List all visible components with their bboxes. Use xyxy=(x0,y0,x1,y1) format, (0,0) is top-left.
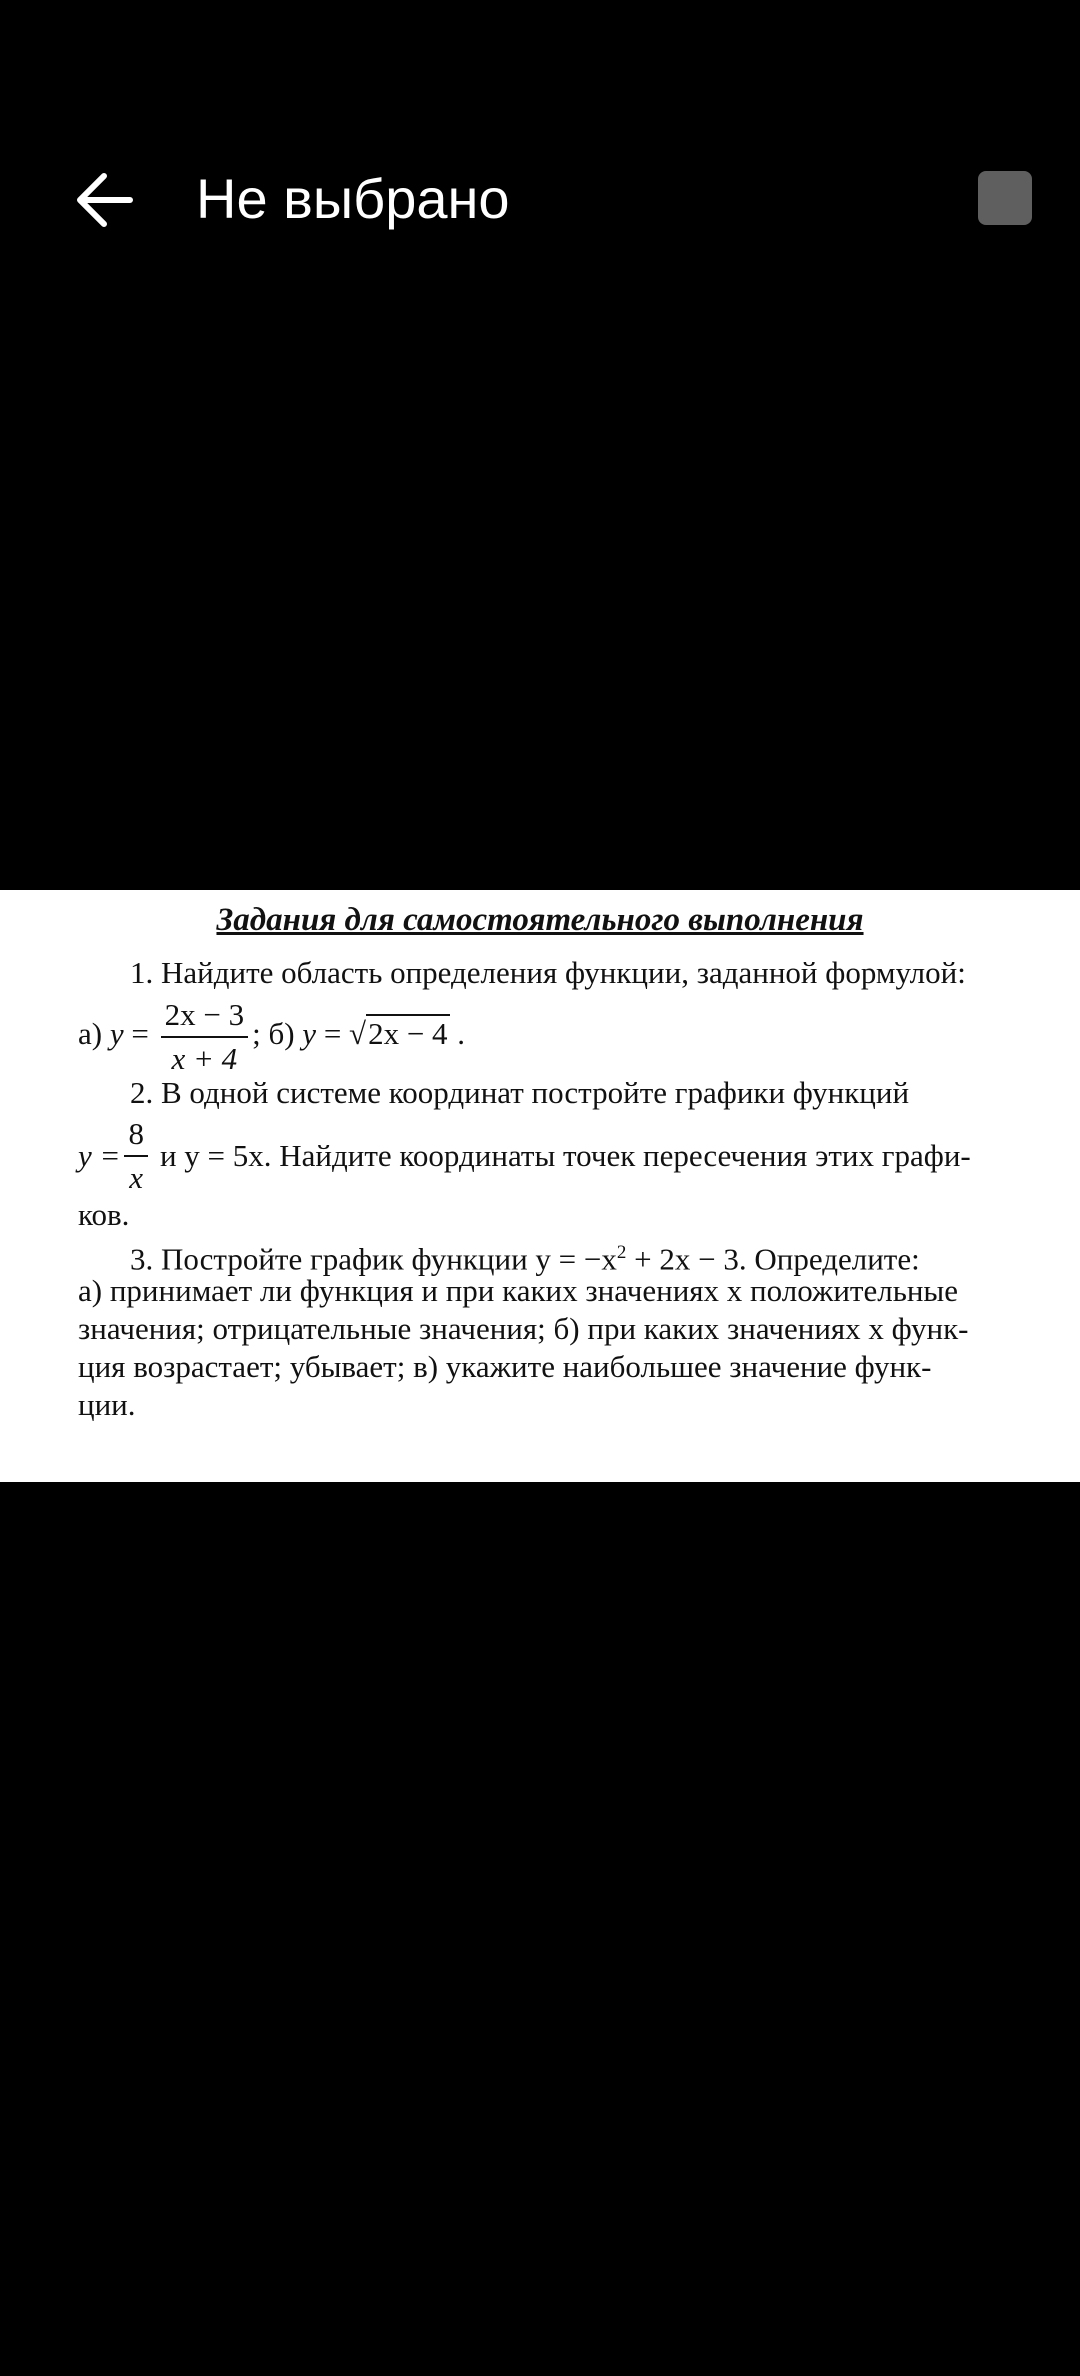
task1-equals: = xyxy=(123,1016,157,1051)
selection-title: Не выбрано xyxy=(196,167,510,230)
task1-y: y xyxy=(109,1016,124,1051)
task3-line3: значения; отрицательные значения; б) при каких значениях x функ- xyxy=(78,1311,969,1346)
task1-formula xyxy=(78,994,465,1076)
task1-end: . xyxy=(449,1016,466,1051)
task1-equals2: = xyxy=(316,1016,350,1051)
task2-frac-denominator: x xyxy=(129,1160,144,1195)
task2-fraction xyxy=(124,1117,148,1195)
sqrt-symbol: √ xyxy=(349,1016,367,1051)
document-image xyxy=(0,890,1080,1482)
task1-sqrt-body: 2x − 4 xyxy=(368,1016,448,1051)
task1-part-a-label: а) xyxy=(78,1016,110,1051)
document-heading: Задания для самостоятельного выполнения xyxy=(216,902,864,938)
task2-line3: ков. xyxy=(78,1197,130,1232)
task1-y2: y xyxy=(302,1016,317,1051)
task2-line1: 2. В одной системе координат постройте графики функций xyxy=(130,1075,910,1110)
task2-formula-line xyxy=(78,1116,998,1196)
task1-frac-denominator: x + 4 xyxy=(171,1040,238,1076)
task1-line1: 1. Найдите область определения функции, заданной формулой: xyxy=(130,955,966,990)
task3-exponent: 2 xyxy=(616,1242,627,1263)
task3-line1-a: 3. Постройте график функции y = −x xyxy=(130,1241,617,1277)
task3-line1-b: + 2x − 3. Определите: xyxy=(626,1241,920,1277)
task1-separator: ; б) xyxy=(252,1016,303,1051)
task1-frac-numerator: 2x − 3 xyxy=(161,998,248,1038)
arrow-left-icon xyxy=(68,160,148,240)
task2-rest: и y = 5x. Найдите координаты точек пересечения этих графи- xyxy=(159,1138,971,1173)
top-app-bar xyxy=(0,0,1080,320)
task3-line5: ции. xyxy=(78,1387,136,1422)
back-button[interactable] xyxy=(68,160,148,240)
select-checkbox[interactable] xyxy=(978,171,1032,225)
task1-fraction xyxy=(161,998,248,1076)
task3-line2: а) принимает ли функция и при каких значениях x положительные xyxy=(78,1273,959,1308)
task3-line4: ция возрастает; убывает; в) укажите наибольшее значение функ- xyxy=(78,1349,932,1384)
task2-frac-numerator: 8 xyxy=(124,1117,148,1157)
task2-y-eq: y = xyxy=(78,1138,121,1173)
